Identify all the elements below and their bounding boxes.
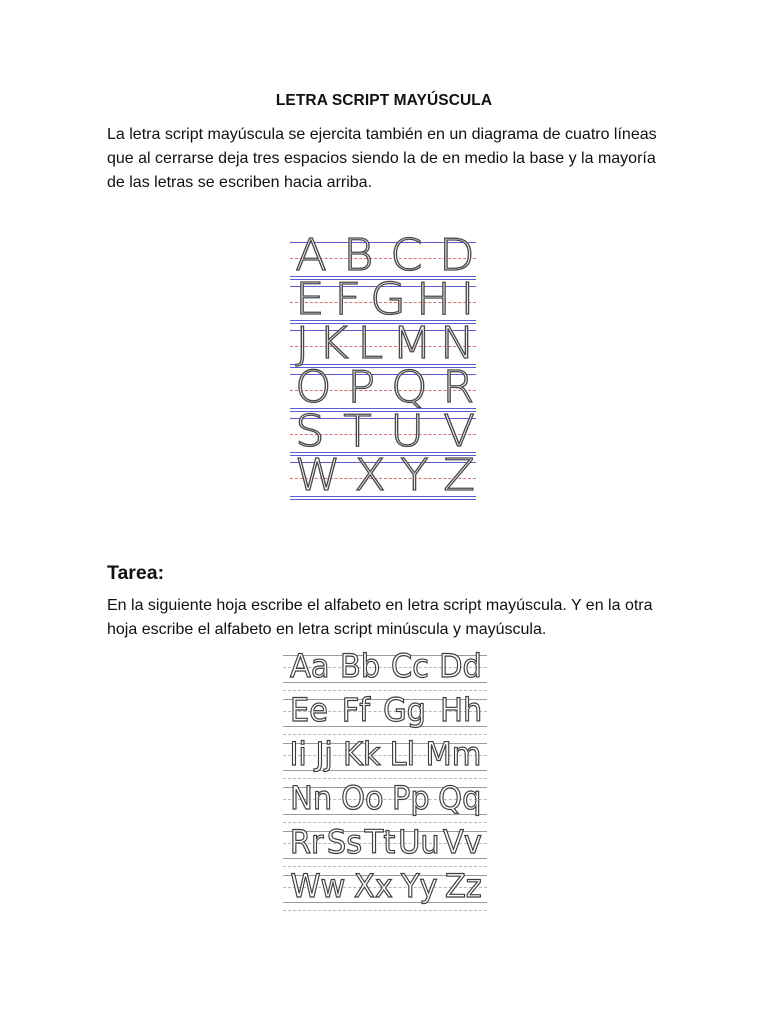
practice-letter: Z [443,450,475,501]
practice-letter: K [318,318,349,369]
practice-letter: Tt [364,823,396,861]
upper-lower-alphabet-chart [283,647,487,910]
uppercase-alphabet-chart [290,230,476,506]
practice-letter: P [347,362,376,413]
practice-letter: Zz [445,867,483,905]
letter-row [295,362,475,413]
practice-letter: D [439,230,475,281]
practice-letter: Pp [392,779,430,817]
practice-letter: Ff [341,691,370,729]
practice-letter: H [415,274,451,325]
practice-letter: Nn [290,779,333,817]
practice-letter: Q [390,362,428,413]
practice-letter: U [390,406,425,457]
practice-letter: Vv [443,823,482,861]
practice-letter: F [334,274,361,325]
guide-line [283,910,487,911]
practice-letter: Mm [425,735,482,773]
letter-row [289,691,483,729]
letter-row [289,647,483,685]
letter-row [289,823,483,861]
practice-letter: Ll [390,735,416,773]
practice-letter: Aa [290,647,330,685]
practice-letter: E [295,274,325,325]
practice-letter: C [390,230,423,281]
practice-letter: Oo [340,779,384,817]
practice-letter: X [354,450,387,501]
practice-letter: Bb [339,647,381,685]
practice-letter: Gg [383,691,426,729]
practice-letter: A [295,230,327,281]
practice-letter: Jj [315,735,334,773]
letter-row [289,779,483,817]
practice-letter: Ee [289,691,328,729]
practice-letter: Hh [439,691,482,729]
practice-letter: O [295,362,332,413]
letter-row [295,274,475,325]
practice-letter: Yy [400,867,438,905]
letter-row [289,867,483,905]
practice-letter: V [443,406,475,457]
practice-letter: W [294,450,341,501]
practice-letter: Uu [398,823,440,861]
letter-row [294,450,475,501]
practice-letter: Y [400,450,429,501]
practice-letter: S [295,406,325,457]
practice-letter: Qq [438,779,482,817]
letter-row [289,735,483,773]
tarea-heading: Tarea: [107,562,165,584]
practice-letter: B [343,230,374,281]
practice-letter: T [343,406,372,457]
practice-letter: Rr [289,823,324,861]
practice-letter: N [440,318,475,369]
practice-letter: Ww [290,867,346,905]
practice-letter: G [370,274,407,325]
practice-letter: Ss [326,823,362,861]
page-title: LETRA SCRIPT MAYÚSCULA [275,92,493,109]
practice-letter: Ii [289,735,307,773]
practice-letter: R [442,362,475,413]
practice-letter: Cc [390,647,429,685]
practice-letter: J [295,318,310,369]
letter-row [295,406,475,457]
practice-letter: M [391,318,432,369]
letter-row [295,318,475,369]
practice-letter: Dd [439,647,482,685]
practice-letter: L [357,318,384,369]
practice-letter: Kk [342,735,381,773]
practice-letter: I [460,274,475,325]
letter-row [295,230,475,281]
homework-paragraph: En la siguiente hoja escribe el alfabeto en letra script mayúscula. Y en la otra hoja escribe el alfabeto en letra script minúscula y mayúscula. [107,597,653,638]
practice-letter: Xx [353,867,393,905]
intro-paragraph: La letra script mayúscula se ejercita también en un diagrama de cuatro líneas que al cerrarse deja tres espacios siendo la de en medio la base y la mayoría de las letras se escriben hacia arriba. [107,126,657,191]
